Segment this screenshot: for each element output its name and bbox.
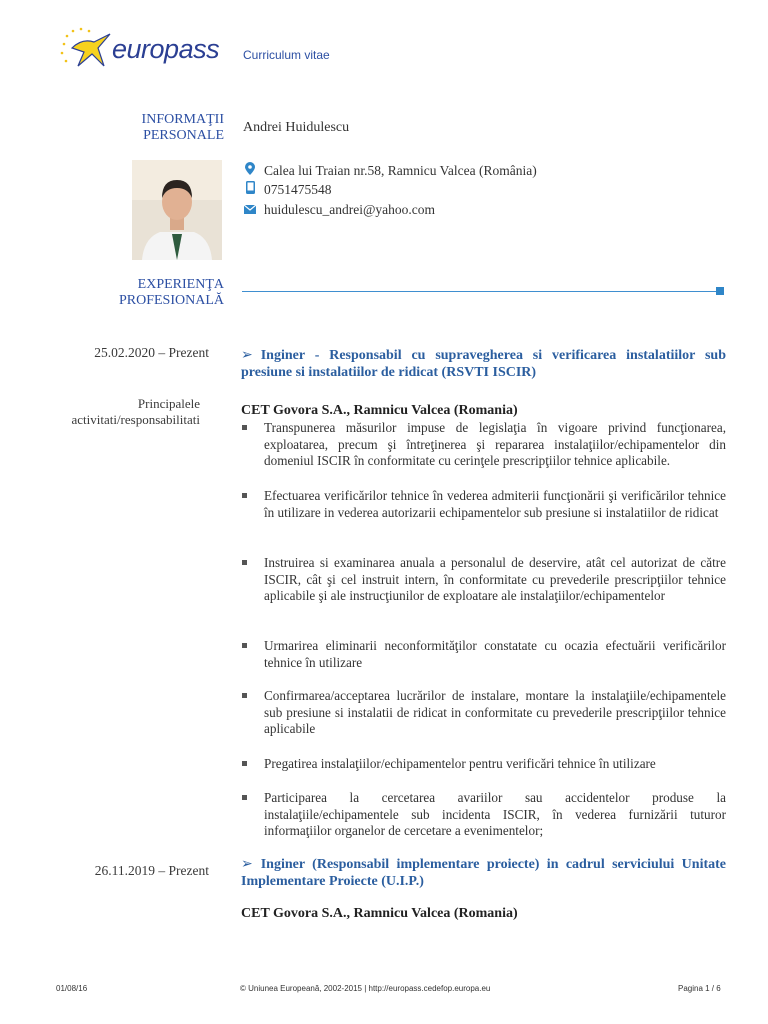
list-item: Participarea la cercetarea avariilor sau accidentelor produse la instalaţiile/echipamentele sub incidenta ISCIR, în vederea furnizării tuturor informaţiilor organelor de cercetare a evenimentelor; [242,790,726,840]
square-bullet-icon [242,425,247,430]
square-bullet-icon [242,693,247,698]
square-bullet-icon [242,761,247,766]
employer: CET Govora S.A., Ramnicu Valcea (Romania) [241,906,518,921]
arrow-bullet-icon: ➢ [241,857,253,872]
activities-label: Principalele activitati/responsabilitati [71,396,200,427]
square-bullet-icon [242,795,247,800]
profile-photo [132,160,222,260]
page-number: Pagina 1 / 6 [678,984,721,993]
list-item: Transpunerea măsurilor impuse de legislaţia în vigoare privind funcţionarea, exploatarea, precum şi întreţinerea şi repararea instalaţiilor/echipamentelor din domeniul ISCIR în conformitate cu cerinţele prescripţiilor tehnice aplicabile. [242,420,726,470]
document-title: Curriculum vitae [243,48,330,62]
list-item: Efectuarea verificărilor tehnice în vederea admiterii funcţionării şi verificărilor tehnice în utilizare in vederea autorizarii echipamentelor sub presiune si instalatiilor de ridicat [242,488,726,521]
list-item: Instruirea si examinarea anuala a personalul de deservire, atât cel autorizat de către ISCIR, cât şi cel instruit intern, în conformitate cu prevederile prescripţiilor tehnice aplicabile şi ale instrucţiunilor de exploatare ale instalaţiilor/echipamentelor [242,555,726,605]
personal-info-heading: INFORMAŢII PERSONALE [141,112,224,143]
europass-star-figure-icon [58,26,118,74]
list-item: Pregatirea instalaţiilor/echipamentelor pentru verificări tehnice în utilizare [242,756,726,773]
section-divider-marker [716,287,724,295]
footer-date: 01/08/16 [56,984,88,993]
list-item: Confirmarea/acceptarea lucrărilor de instalare, montare la instalaţiile/echipamentele sub presiune si instalatii de ridicat in conformitate cu prevederile prescripţiilor tehnice aplicabile [242,688,726,738]
contact-address: Calea lui Traian nr.58, Ramnicu Valcea (România) [243,162,537,179]
arrow-bullet-icon: ➢ [241,348,253,363]
location-pin-icon [243,162,257,179]
job-date: 25.02.2020 – Prezent [94,345,209,360]
job-date: 26.11.2019 – Prezent [94,863,209,878]
job-title: ➢ Inginer (Responsabil implementare proiecte) in cadrul serviciului Unitate Implementare Proiecte (U.I.P.) [241,857,726,889]
full-name: Andrei Huidulescu [243,120,350,135]
mobile-phone-icon [243,181,257,198]
job-title: ➢ Inginer - Responsabil cu supravegherea si verificarea instalatiilor sub presiune si instalatiilor de ridicat (RSVTI ISCIR) [241,348,726,380]
list-item: Urmarirea eliminarii neconformităţilor constatate cu ocazia efectuării verificărilor tehnice în utilizare [242,638,726,671]
square-bullet-icon [242,560,247,565]
europass-wordmark: europass [112,34,220,64]
employer: CET Govora S.A., Ramnicu Valcea (Romania) [241,403,518,418]
contact-email[interactable]: huidulescu_andrei@yahoo.com [243,202,435,218]
section-divider [242,291,716,292]
experience-heading: EXPERIENŢA PROFESIONALĂ [118,277,224,308]
square-bullet-icon [242,643,247,648]
envelope-icon [243,202,257,218]
contact-phone: 0751475548 [243,181,332,198]
square-bullet-icon [242,493,247,498]
footer-copyright: © Uniunea Europeană, 2002-2015 | http://europass.cedefop.europa.eu [240,984,491,993]
